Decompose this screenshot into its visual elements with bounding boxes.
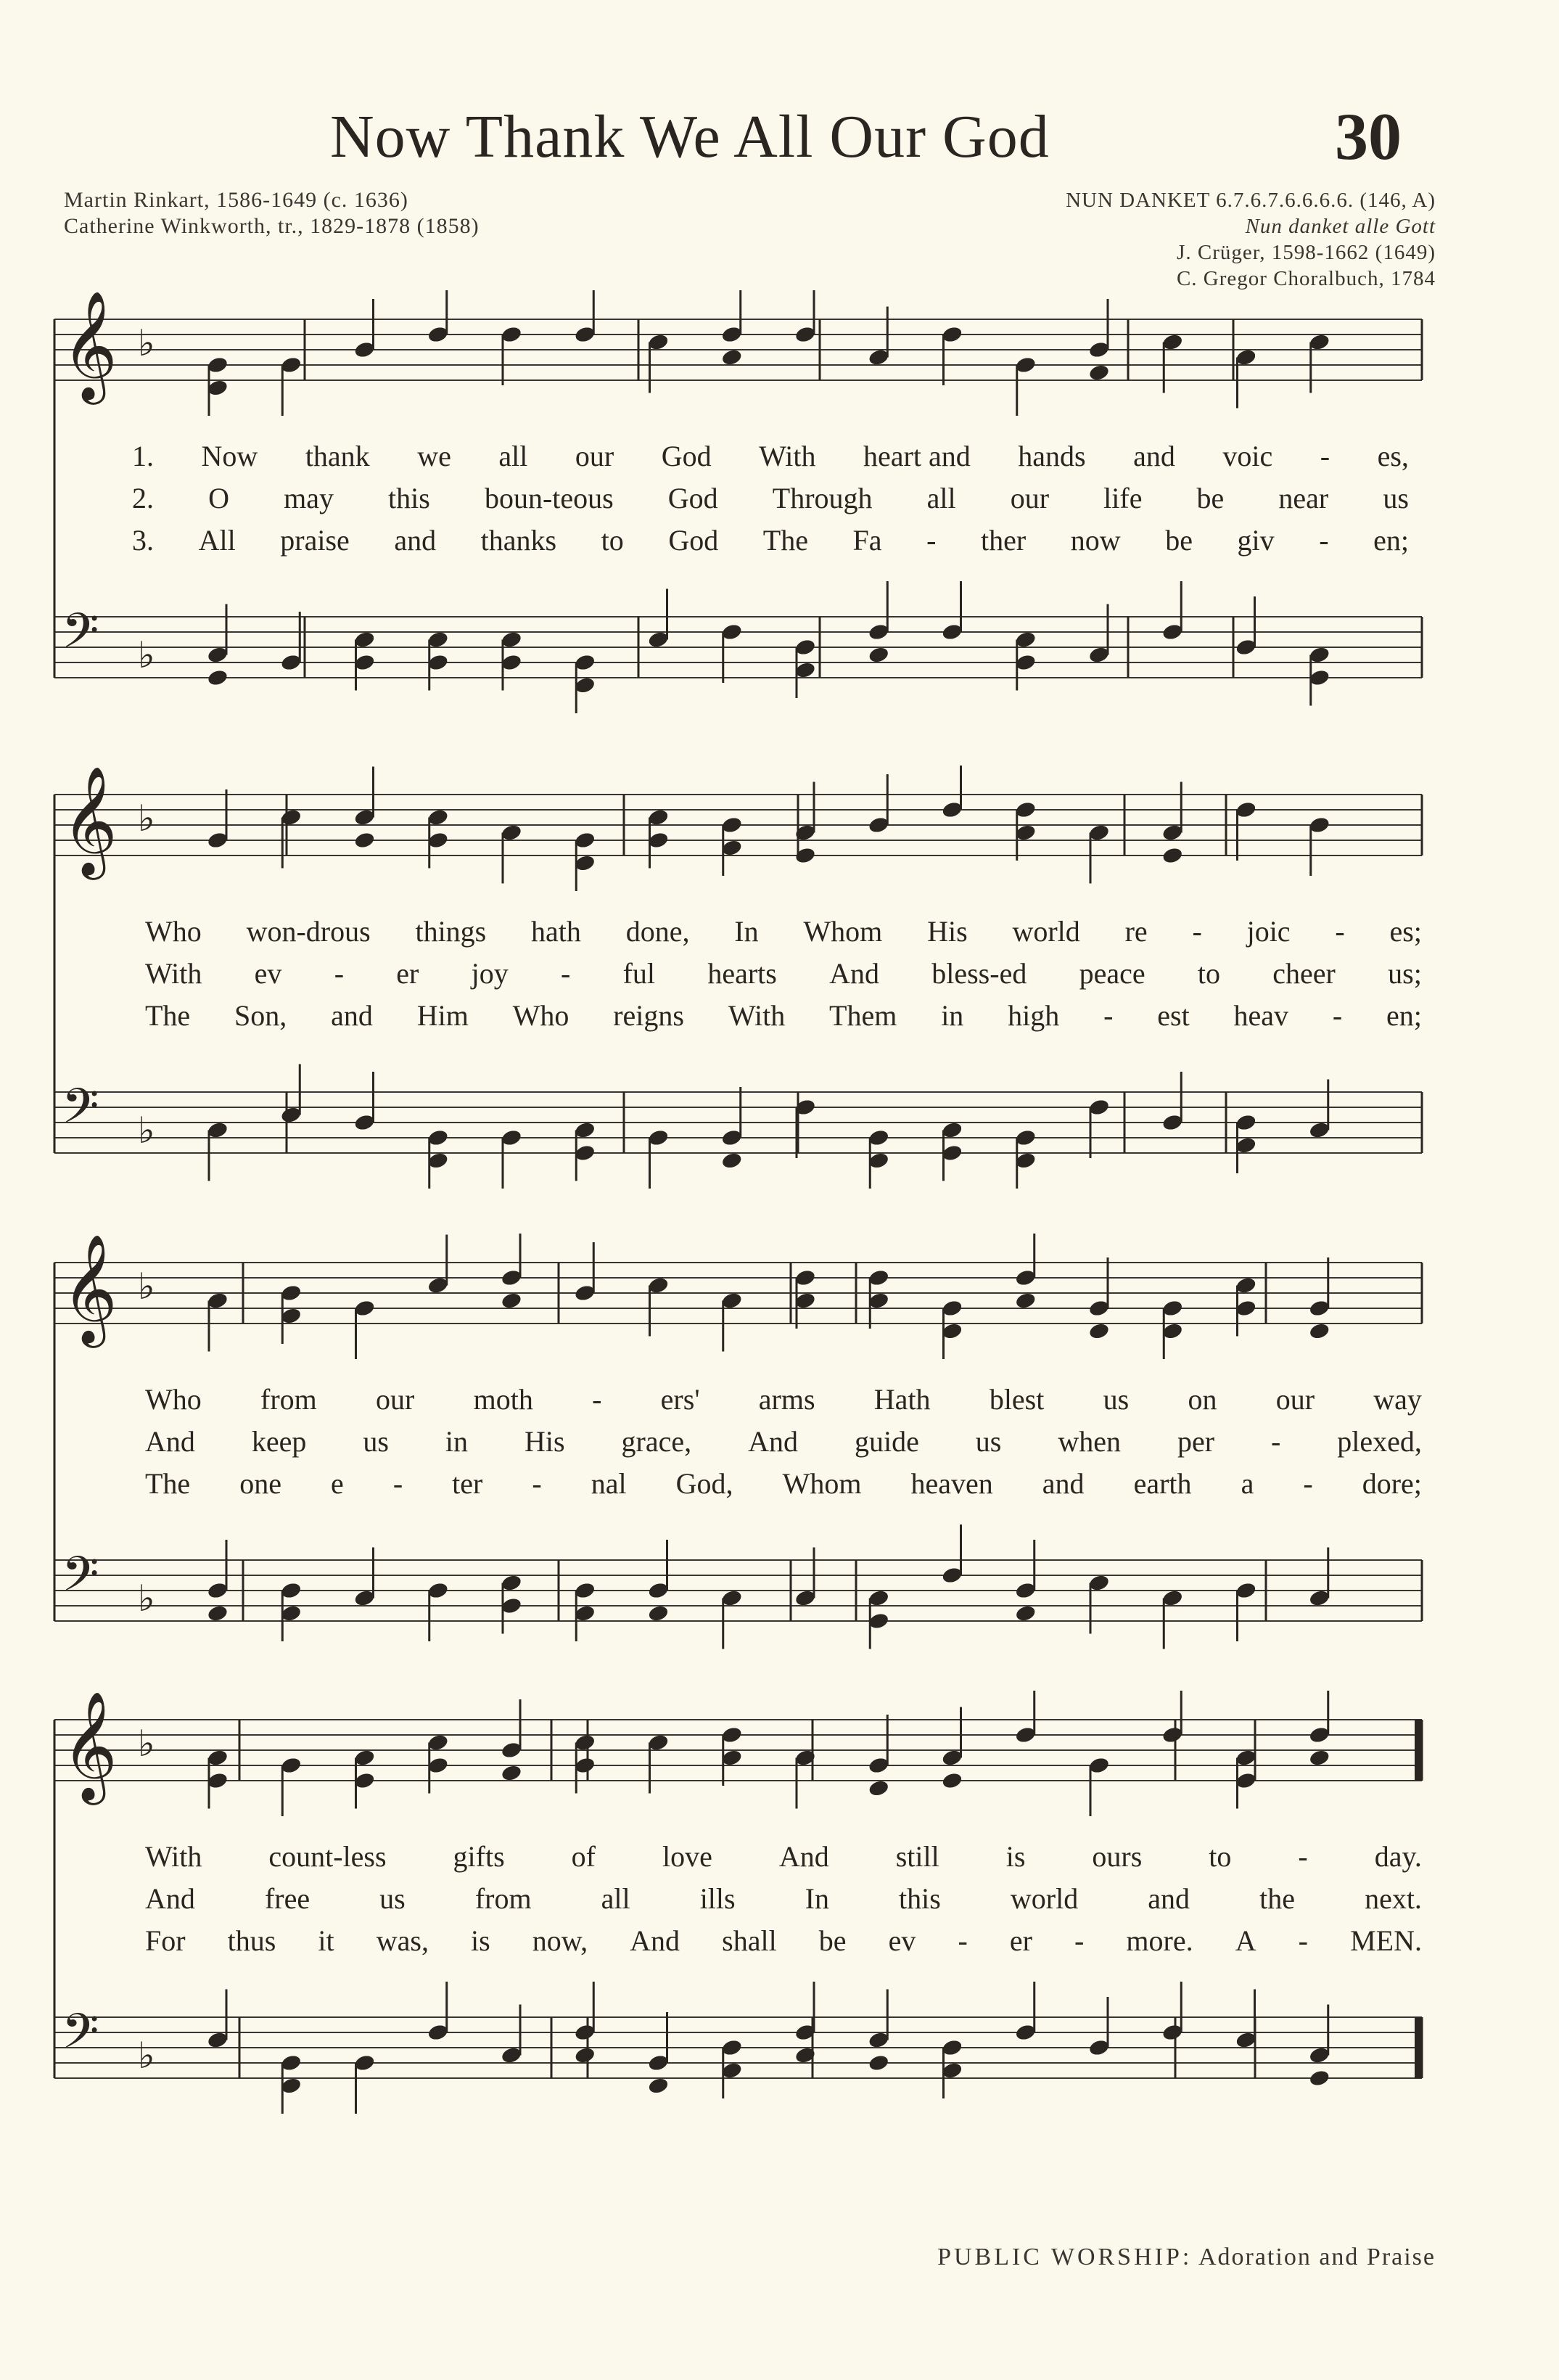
lyric-syllable: all <box>926 482 956 514</box>
author-credit: Martin Rinkart, 1586-1649 (c. 1636) <box>64 188 408 212</box>
lyric-syllable: ther <box>981 524 1027 557</box>
lyric-syllable: the <box>1259 1882 1295 1915</box>
lyric-syllable: And <box>778 1840 829 1873</box>
lyric-syllable: is <box>1005 1840 1026 1873</box>
translator-credit: Catherine Winkworth, tr., 1829-1878 (1858) <box>64 214 480 238</box>
staff-graphic <box>0 766 1559 1215</box>
lyric-syllable: all <box>601 1882 630 1915</box>
treble-clef-icon: 𝄞 <box>62 290 118 400</box>
lyric-syllable: ers' <box>660 1383 700 1416</box>
bass-clef-icon: 𝄢 <box>62 603 99 670</box>
note-head <box>207 1604 229 1623</box>
lyric-syllable: us <box>975 1425 1002 1458</box>
lyric-syllable: in <box>941 999 964 1032</box>
lyric-syllable: free <box>264 1882 310 1915</box>
lyric-line-verse-3 <box>145 1924 1422 1958</box>
lyric-syllable: thanks <box>480 524 557 557</box>
lyric-syllable: ours <box>1092 1840 1143 1873</box>
lyric-line-verse-2 <box>145 1424 1422 1458</box>
lyric-syllable: bless-ed <box>931 957 1027 990</box>
tune-original-title: Nun danket alle Gott <box>1245 215 1436 238</box>
staff-graphic <box>0 1234 1559 1683</box>
lyric-syllable: arms <box>758 1383 815 1416</box>
lyric-syllable: our <box>1010 482 1050 514</box>
lyric-line-verse-1 <box>132 439 1409 473</box>
lyric-syllable: still <box>895 1840 939 1873</box>
lyric-syllable: joic <box>1246 915 1291 948</box>
lyric-syllable: way <box>1373 1383 1422 1416</box>
lyric-syllable: God <box>661 440 712 472</box>
note-head <box>501 1764 523 1783</box>
lyric-syllable: - <box>958 1924 968 1957</box>
lyric-syllable: hearts <box>707 957 777 990</box>
note-head <box>1161 846 1184 865</box>
lyric-syllable: in <box>445 1425 469 1458</box>
lyric-syllable: peace <box>1079 957 1145 990</box>
note-head <box>868 1779 890 1798</box>
flat-key-signature-icon: ♭ <box>138 634 155 676</box>
lyric-syllable: 2. <box>132 482 154 514</box>
lyric-syllable: was, <box>376 1924 429 1957</box>
lyric-syllable: to <box>1209 1840 1232 1873</box>
lyric-syllable: heav <box>1233 999 1289 1032</box>
lyric-syllable: A <box>1235 1924 1256 1957</box>
lyric-syllable: er <box>1009 1924 1032 1957</box>
hymn-title: Now Thank We All Our God <box>330 103 1050 171</box>
lyric-syllable: thank <box>305 440 370 472</box>
lyric-syllable: re <box>1124 915 1148 948</box>
lyric-syllable: giv <box>1237 524 1275 557</box>
lyric-syllable: O <box>208 482 229 514</box>
lyric-syllable: The <box>145 1467 191 1500</box>
lyric-syllable: With <box>728 999 786 1032</box>
lyric-syllable: now <box>1070 524 1121 557</box>
lyric-syllable: from <box>474 1882 532 1915</box>
lyric-syllable: - <box>1192 915 1202 948</box>
treble-clef-icon: 𝄞 <box>62 1234 118 1343</box>
flat-key-signature-icon: ♭ <box>138 1265 155 1308</box>
treble-clef-icon: 𝄞 <box>62 766 118 875</box>
lyric-syllable: And <box>829 957 879 990</box>
lyric-syllable: His <box>927 915 968 948</box>
lyric-syllable: our <box>575 440 614 472</box>
lyric-syllable: keep <box>251 1425 307 1458</box>
bass-clef-icon: 𝄢 <box>62 1546 99 1614</box>
lyric-syllable: shall <box>722 1924 777 1957</box>
flat-key-signature-icon: ♭ <box>138 322 155 364</box>
lyric-syllable: guide <box>854 1425 919 1458</box>
lyric-syllable: Whom <box>782 1467 862 1500</box>
footer-category: Adoration and Praise <box>1198 2244 1436 2270</box>
lyric-syllable: Through <box>772 482 873 514</box>
note-head <box>647 2077 670 2096</box>
lyric-syllable: from <box>260 1383 317 1416</box>
lyric-syllable: - <box>1332 999 1343 1032</box>
lyric-syllable: Whom <box>803 915 883 948</box>
lyric-syllable: hath <box>531 915 581 948</box>
lyric-syllable: And <box>630 1924 680 1957</box>
lyric-syllable: 1. <box>132 440 154 472</box>
lyric-syllable: Now <box>201 440 258 472</box>
lyric-syllable: next. <box>1365 1882 1422 1915</box>
lyric-syllable: a <box>1241 1467 1254 1500</box>
lyric-syllable: ful <box>622 957 656 990</box>
lyric-syllable: us <box>363 1425 389 1458</box>
lyric-syllable: And <box>145 1425 195 1458</box>
lyric-syllable: love <box>662 1840 712 1873</box>
lyric-syllable: est <box>1157 999 1190 1032</box>
lyric-syllable: gifts <box>453 1840 505 1873</box>
lyric-syllable: en; <box>1386 999 1422 1032</box>
note-head <box>1088 364 1111 382</box>
lyric-syllable: MEN. <box>1350 1924 1422 1957</box>
lyric-syllable: The <box>145 999 191 1032</box>
lyric-syllable: heart and <box>863 440 971 472</box>
lyric-syllable: - <box>1319 524 1329 557</box>
lyric-syllable: us <box>1383 482 1409 514</box>
lyric-syllable: won-drous <box>246 915 371 948</box>
flat-key-signature-icon: ♭ <box>138 1723 155 1765</box>
note-head <box>941 1771 963 1790</box>
lyric-syllable: on <box>1188 1383 1217 1416</box>
lyric-syllable: In <box>805 1882 829 1915</box>
lyric-syllable: ev <box>888 1924 916 1957</box>
music-system <box>0 1691 1559 2141</box>
lyric-syllable: - <box>392 1467 403 1500</box>
note-head <box>1308 1322 1330 1341</box>
lyric-line-verse-2 <box>145 1882 1422 1916</box>
lyric-syllable: this <box>899 1882 941 1915</box>
lyric-line-verse-1 <box>145 914 1422 948</box>
lyric-syllable: grace, <box>621 1425 692 1458</box>
lyric-syllable: - <box>532 1467 542 1500</box>
lyric-syllable: to <box>601 524 624 557</box>
tune-credits <box>1066 187 1436 292</box>
lyric-syllable: day. <box>1374 1840 1422 1873</box>
lyric-syllable: - <box>334 957 345 990</box>
lyric-syllable: God <box>667 482 718 514</box>
lyric-syllable: world <box>1012 915 1080 948</box>
lyric-syllable: our <box>376 1383 415 1416</box>
lyric-syllable: now, <box>532 1924 588 1957</box>
note-head <box>353 831 376 850</box>
final-bar-line <box>1415 1720 1422 1781</box>
hymn-number: 30 <box>1335 99 1402 173</box>
flat-key-signature-icon: ♭ <box>138 1577 155 1620</box>
flat-key-signature-icon: ♭ <box>138 1109 155 1152</box>
lyric-syllable: to <box>1197 957 1220 990</box>
lyric-syllable: - <box>1320 440 1330 472</box>
lyric-syllable: And <box>145 1882 195 1915</box>
lyric-syllable: en; <box>1373 524 1409 557</box>
lyric-line-verse-2 <box>132 481 1409 515</box>
music-system <box>0 766 1559 1215</box>
music-system <box>0 1234 1559 1683</box>
note-head <box>868 2053 890 2072</box>
lyric-syllable: ills <box>699 1882 736 1915</box>
note-head <box>1014 1292 1037 1310</box>
final-bar-line <box>1415 2017 1422 2078</box>
lyric-syllable: Son, <box>234 999 287 1032</box>
text-credits <box>64 187 480 239</box>
lyric-syllable: - <box>592 1383 602 1416</box>
lyric-syllable: His <box>524 1425 565 1458</box>
lyric-syllable: more. <box>1126 1924 1193 1957</box>
lyric-syllable: reigns <box>613 999 684 1032</box>
lyric-syllable: us; <box>1388 957 1422 990</box>
lyric-syllable: God <box>668 524 719 557</box>
lyric-syllable: Him <box>416 999 469 1032</box>
harmony-credit: C. Gregor Choralbuch, 1784 <box>1176 267 1436 290</box>
lyric-syllable: and <box>331 999 373 1032</box>
lyric-syllable: us <box>1103 1383 1130 1416</box>
lyric-syllable: All <box>198 524 236 557</box>
lyric-syllable: voic <box>1222 440 1273 472</box>
lyric-syllable: boun-teous <box>484 482 614 514</box>
composer-credit: J. Crüger, 1598-1662 (1649) <box>1177 241 1436 264</box>
lyric-syllable: things <box>415 915 487 948</box>
lyric-syllable: high <box>1008 999 1060 1032</box>
note-head <box>207 668 229 687</box>
lyric-syllable: one <box>239 1467 281 1500</box>
lyric-syllable: Who <box>145 915 202 948</box>
lyric-syllable: The <box>762 524 808 557</box>
lyric-syllable: - <box>1103 999 1114 1032</box>
lyric-syllable: be <box>818 1924 847 1957</box>
lyric-syllable: thus <box>227 1924 276 1957</box>
lyric-line-verse-3 <box>145 1466 1422 1501</box>
tune-name: NUN DANKET 6.7.6.7.6.6.6.6. (146, A) <box>1066 189 1436 212</box>
lyric-line-verse-3 <box>132 523 1409 557</box>
lyric-syllable: Fa <box>852 524 882 557</box>
lyric-syllable: moth <box>473 1383 533 1416</box>
note-head <box>868 646 890 665</box>
lyric-syllable: be <box>1165 524 1193 557</box>
lyric-syllable: us <box>379 1882 406 1915</box>
lyric-syllable: and <box>394 524 437 557</box>
lyric-syllable: and <box>1042 1467 1085 1500</box>
lyric-syllable: blest <box>989 1383 1045 1416</box>
lyric-line-verse-1 <box>145 1382 1422 1416</box>
lyric-line-verse-2 <box>145 956 1422 990</box>
note-head <box>1308 2069 1330 2088</box>
lyric-syllable: With <box>759 440 816 472</box>
lyric-syllable: God, <box>675 1467 733 1500</box>
lyric-syllable: this <box>388 482 430 514</box>
lyric-syllable: be <box>1196 482 1225 514</box>
lyric-syllable: es; <box>1389 915 1422 948</box>
note-head <box>1014 1604 1037 1623</box>
lyric-syllable: earth <box>1133 1467 1192 1500</box>
flat-key-signature-icon: ♭ <box>138 797 155 840</box>
lyric-syllable: er <box>396 957 419 990</box>
lyric-syllable: all <box>498 440 528 472</box>
lyric-syllable: praise <box>280 524 350 557</box>
note-head <box>1308 1749 1330 1768</box>
lyric-syllable: and <box>1148 1882 1190 1915</box>
staff-graphic <box>0 1691 1559 2141</box>
lyric-syllable: nal <box>591 1467 627 1500</box>
lyric-syllable: Who <box>145 1383 202 1416</box>
lyric-syllable: of <box>571 1840 596 1873</box>
lyric-syllable: - <box>1074 1924 1085 1957</box>
note-head <box>720 348 743 367</box>
bass-clef-icon: 𝄢 <box>62 2003 99 2071</box>
page-footer <box>937 2244 1436 2271</box>
lyric-syllable: - <box>1271 1425 1281 1458</box>
note-head <box>647 1604 670 1623</box>
lyric-syllable: cheer <box>1272 957 1336 990</box>
lyric-syllable: With <box>145 957 202 990</box>
lyric-syllable: life <box>1103 482 1143 514</box>
lyric-syllable: our <box>1275 1383 1315 1416</box>
lyric-syllable: near <box>1278 482 1329 514</box>
lyric-syllable: Hath <box>873 1383 931 1416</box>
lyric-syllable: - <box>561 957 571 990</box>
lyric-syllable: hands <box>1018 440 1086 472</box>
lyric-syllable: - <box>1335 915 1345 948</box>
bass-clef-icon: 𝄢 <box>62 1078 99 1146</box>
music-system <box>0 290 1559 740</box>
lyric-syllable: heaven <box>910 1467 993 1500</box>
note-head <box>574 2046 596 2065</box>
treble-clef-icon: 𝄞 <box>62 1691 118 1800</box>
lyric-syllable: - <box>1303 1467 1313 1500</box>
lyric-syllable: and <box>1133 440 1175 472</box>
lyric-syllable: Who <box>512 999 569 1032</box>
lyric-syllable: es, <box>1377 440 1409 472</box>
lyric-syllable: world <box>1010 1882 1079 1915</box>
lyric-syllable: - <box>1298 1840 1308 1873</box>
footer-label: PUBLIC WORSHIP: <box>937 2244 1193 2270</box>
lyric-syllable: For <box>145 1924 186 1957</box>
lyric-syllable: dore; <box>1362 1467 1422 1500</box>
lyric-syllable: And <box>748 1425 798 1458</box>
lyric-syllable: when <box>1058 1425 1121 1458</box>
lyric-syllable: Them <box>829 999 897 1032</box>
lyric-syllable: per <box>1177 1425 1215 1458</box>
lyric-syllable: With <box>145 1840 202 1873</box>
lyric-syllable: it <box>318 1924 334 1957</box>
lyric-syllable: we <box>417 440 451 472</box>
lyric-syllable: joy <box>471 957 509 990</box>
flat-key-signature-icon: ♭ <box>138 2035 155 2077</box>
lyric-syllable: ev <box>254 957 282 990</box>
staff-graphic <box>0 290 1559 740</box>
lyric-syllable: In <box>734 915 759 948</box>
note-head <box>1088 1322 1111 1341</box>
lyric-syllable: plexed, <box>1337 1425 1422 1458</box>
note-head <box>720 1152 743 1170</box>
lyric-syllable: e <box>331 1467 344 1500</box>
lyric-syllable: done, <box>625 915 690 948</box>
lyric-syllable: - <box>926 524 937 557</box>
lyric-line-verse-3 <box>145 998 1422 1033</box>
lyric-syllable: 3. <box>132 524 154 557</box>
lyric-syllable: - <box>1298 1924 1308 1957</box>
lyric-line-verse-1 <box>145 1839 1422 1874</box>
lyric-syllable: ter <box>452 1467 483 1500</box>
lyric-syllable: is <box>471 1924 490 1957</box>
lyric-syllable: may <box>284 482 334 514</box>
lyric-syllable: count-less <box>268 1840 387 1873</box>
note-head <box>501 1292 523 1310</box>
